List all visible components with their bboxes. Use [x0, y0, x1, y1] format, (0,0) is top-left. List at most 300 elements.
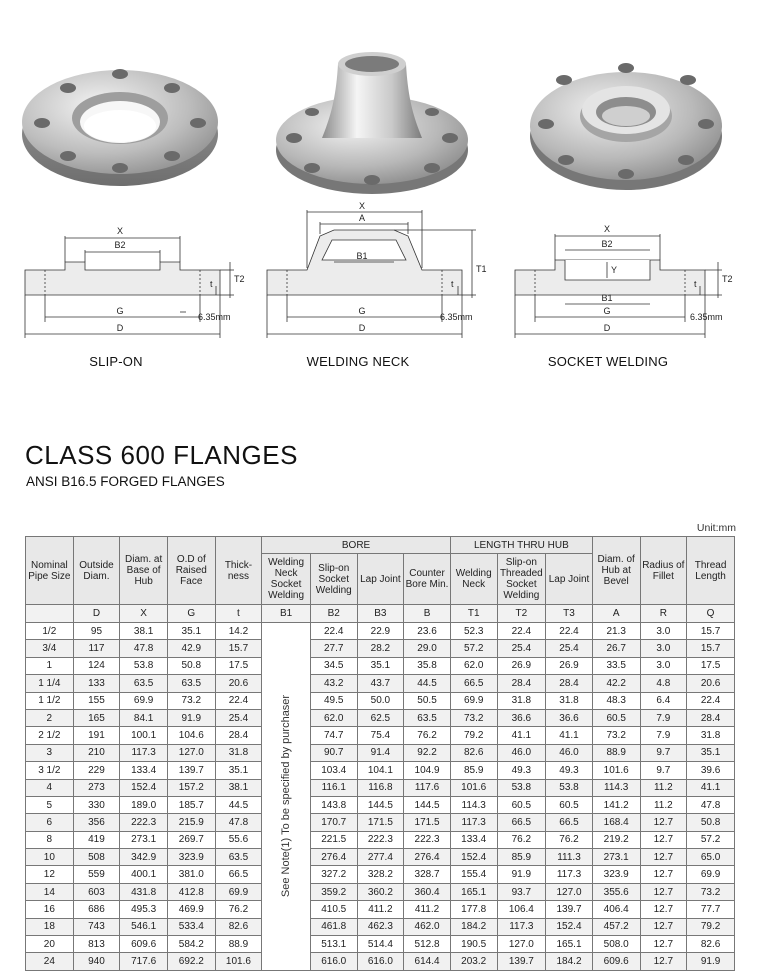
- table-cell: 53.8: [120, 657, 168, 674]
- table-cell: 117.3: [546, 866, 593, 883]
- table-cell: 75.4: [357, 727, 404, 744]
- table-row: [26, 849, 735, 866]
- header-length-lap-joint: Lap Joint: [546, 554, 593, 605]
- table-cell: 5: [26, 796, 74, 813]
- table-cell: 44.5: [215, 796, 262, 813]
- socket-welding-flange-photo: [526, 38, 726, 198]
- table-cell: 25.4: [497, 640, 546, 657]
- table-cell: 616.0: [357, 953, 404, 970]
- table-cell: 117.3: [120, 744, 168, 761]
- table-cell: 185.7: [167, 796, 215, 813]
- table-cell: 221.5: [310, 831, 357, 848]
- table-cell: 155: [73, 692, 120, 709]
- table-cell: 155.4: [450, 866, 497, 883]
- table-row: [26, 831, 735, 848]
- table-cell: 114.3: [592, 779, 640, 796]
- table-cell: 15.7: [215, 640, 262, 657]
- table-cell: 533.4: [167, 918, 215, 935]
- table-cell: 229: [73, 762, 120, 779]
- table-cell: 73.2: [167, 692, 215, 709]
- table-cell: 41.1: [546, 727, 593, 744]
- table-cell: 117: [73, 640, 120, 657]
- table-cell: 411.2: [404, 901, 451, 918]
- table-cell: 203.2: [450, 953, 497, 970]
- table-cell: 327.2: [310, 866, 357, 883]
- table-cell: 222.3: [404, 831, 451, 848]
- dim-b1-label: B1: [601, 293, 613, 303]
- table-cell: 152.4: [546, 918, 593, 935]
- table-cell: 35.1: [687, 744, 735, 761]
- table-cell: 360.2: [357, 883, 404, 900]
- table-cell: 461.8: [310, 918, 357, 935]
- table-row: [26, 918, 735, 935]
- table-cell: 603: [73, 883, 120, 900]
- table-cell: 323.9: [167, 849, 215, 866]
- table-cell: 323.9: [592, 866, 640, 883]
- dim-x-label: X: [358, 201, 366, 211]
- table-cell: 36.6: [546, 709, 593, 726]
- table-cell: 55.6: [215, 831, 262, 848]
- table-cell: 90.7: [310, 744, 357, 761]
- table-cell: 22.4: [215, 692, 262, 709]
- table-cell: 165.1: [546, 936, 593, 953]
- table-cell: 495.3: [120, 901, 168, 918]
- table-cell: 69.9: [687, 866, 735, 883]
- table-cell: 63.5: [120, 675, 168, 692]
- table-row: [26, 657, 735, 674]
- table-cell: 91.4: [357, 744, 404, 761]
- dim-d-label: D: [116, 323, 124, 333]
- dim-rf-label: 6.35mm: [440, 312, 473, 322]
- slip-on-drawing: [20, 200, 270, 350]
- header-fillet-radius: Radius of Fillet: [640, 537, 687, 605]
- table-cell: 82.6: [450, 744, 497, 761]
- dim-t-label: t: [694, 279, 697, 289]
- table-cell: 9.7: [640, 744, 687, 761]
- table-cell: 88.9: [215, 936, 262, 953]
- table-cell: 79.2: [687, 918, 735, 935]
- dim-rf-label: 6.35mm: [198, 312, 231, 322]
- dim-x-label: X: [116, 226, 124, 236]
- table-cell: 28.4: [687, 709, 735, 726]
- caption-welding-neck: WELDING NECK: [306, 354, 410, 369]
- table-cell: 222.3: [120, 814, 168, 831]
- table-cell: 77.7: [687, 901, 735, 918]
- table-cell: 273.1: [592, 849, 640, 866]
- dim-rf-label: 6.35mm: [690, 312, 723, 322]
- table-cell: 66.5: [450, 675, 497, 692]
- table-cell: 35.1: [357, 657, 404, 674]
- table-cell: 69.9: [450, 692, 497, 709]
- table-cell: 133.4: [120, 762, 168, 779]
- table-cell: 22.4: [687, 692, 735, 709]
- table-cell: 7.9: [640, 709, 687, 726]
- table-cell: 117.3: [450, 814, 497, 831]
- header-hub-base-diam: Diam. at Base of Hub: [120, 537, 168, 605]
- table-cell: 50.8: [687, 814, 735, 831]
- table-row: [26, 692, 735, 709]
- welding-neck-flange-photo: [272, 38, 472, 198]
- table-cell: 219.2: [592, 831, 640, 848]
- table-cell: 9.7: [640, 762, 687, 779]
- table-cell: 3.0: [640, 623, 687, 640]
- table-cell: 73.2: [687, 883, 735, 900]
- table-row: [26, 796, 735, 813]
- dim-y-label: Y: [611, 265, 618, 275]
- table-cell: 273.1: [120, 831, 168, 848]
- table-cell: 546.1: [120, 918, 168, 935]
- table-row: [26, 866, 735, 883]
- table-cell: 410.5: [310, 901, 357, 918]
- table-cell: 12.7: [640, 953, 687, 970]
- table-row: [26, 814, 735, 831]
- table-cell: 222.3: [357, 831, 404, 848]
- table-cell: 1: [26, 657, 74, 674]
- table-row: [26, 675, 735, 692]
- flange-spec-table: [25, 536, 735, 971]
- bore-b1-note: [262, 623, 311, 971]
- table-cell: 101.6: [592, 762, 640, 779]
- table-cell: 101.6: [450, 779, 497, 796]
- table-cell: 269.7: [167, 831, 215, 848]
- table-cell: 41.1: [497, 727, 546, 744]
- table-cell: 69.9: [120, 692, 168, 709]
- table-cell: 328.7: [404, 866, 451, 883]
- table-cell: 692.2: [167, 953, 215, 970]
- symbol-cell: T1: [450, 605, 497, 623]
- table-cell: 35.8: [404, 657, 451, 674]
- table-cell: 508.0: [592, 936, 640, 953]
- table-cell: 419: [73, 831, 120, 848]
- table-cell: 66.5: [497, 814, 546, 831]
- table-cell: 191: [73, 727, 120, 744]
- table-cell: 49.5: [310, 692, 357, 709]
- table-row: [26, 744, 735, 761]
- bore-b1-note-text: See Note(1) To be specified by purchaser: [280, 695, 293, 898]
- table-cell: 25.4: [215, 709, 262, 726]
- table-cell: 171.5: [357, 814, 404, 831]
- table-cell: 100.1: [120, 727, 168, 744]
- symbol-cell: t: [215, 605, 262, 623]
- table-cell: 210: [73, 744, 120, 761]
- table-cell: 457.2: [592, 918, 640, 935]
- table-cell: 686: [73, 901, 120, 918]
- header-group-bore: BORE: [262, 537, 451, 554]
- table-cell: 215.9: [167, 814, 215, 831]
- table-row: [26, 727, 735, 744]
- table-cell: 469.9: [167, 901, 215, 918]
- table-cell: 22.4: [497, 623, 546, 640]
- table-cell: 63.5: [215, 849, 262, 866]
- table-cell: 3.0: [640, 657, 687, 674]
- table-cell: 12.7: [640, 936, 687, 953]
- table-cell: 139.7: [167, 762, 215, 779]
- dim-d-label: D: [358, 323, 366, 333]
- table-cell: 3.0: [640, 640, 687, 657]
- table-cell: 4.8: [640, 675, 687, 692]
- table-cell: 940: [73, 953, 120, 970]
- header-group-length: LENGTH THRU HUB: [450, 537, 592, 554]
- dim-t-label: t: [451, 279, 454, 289]
- symbol-cell: X: [120, 605, 168, 623]
- table-cell: 144.5: [357, 796, 404, 813]
- table-cell: 184.2: [450, 918, 497, 935]
- table-cell: 76.2: [546, 831, 593, 848]
- table-cell: 6: [26, 814, 74, 831]
- table-cell: 11.2: [640, 796, 687, 813]
- table-cell: 62.5: [357, 709, 404, 726]
- table-cell: 82.6: [687, 936, 735, 953]
- table-cell: 359.2: [310, 883, 357, 900]
- header-thickness: Thick- ness: [215, 537, 262, 605]
- symbol-cell: G: [167, 605, 215, 623]
- table-cell: 127.0: [546, 883, 593, 900]
- table-cell: 24: [26, 953, 74, 970]
- table-cell: 152.4: [120, 779, 168, 796]
- symbol-cell: B1: [262, 605, 311, 623]
- table-cell: 44.5: [404, 675, 451, 692]
- table-cell: 22.9: [357, 623, 404, 640]
- table-cell: 39.6: [687, 762, 735, 779]
- table-cell: 356: [73, 814, 120, 831]
- table-cell: 7.9: [640, 727, 687, 744]
- dim-x-label: X: [603, 224, 611, 234]
- table-cell: 88.9: [592, 744, 640, 761]
- table-cell: 106.4: [497, 901, 546, 918]
- table-row: [26, 953, 735, 970]
- table-cell: 31.8: [497, 692, 546, 709]
- table-cell: 12.7: [640, 918, 687, 935]
- table-cell: 36.6: [497, 709, 546, 726]
- table-cell: 2: [26, 709, 74, 726]
- table-cell: 57.2: [687, 831, 735, 848]
- table-cell: 462.3: [357, 918, 404, 935]
- dim-g-label: G: [358, 306, 366, 316]
- table-cell: 133.4: [450, 831, 497, 848]
- table-cell: 813: [73, 936, 120, 953]
- dim-g-label: G: [603, 306, 611, 316]
- table-cell: 3: [26, 744, 74, 761]
- table-row: [26, 623, 735, 640]
- table-cell: 1 1/2: [26, 692, 74, 709]
- table-cell: 330: [73, 796, 120, 813]
- table-cell: 95: [73, 623, 120, 640]
- symbol-cell: T3: [546, 605, 593, 623]
- header-thread-length: Thread Length: [687, 537, 735, 605]
- dim-t2-label: T2: [722, 274, 733, 284]
- table-cell: 15.7: [687, 623, 735, 640]
- table-cell: 91.9: [497, 866, 546, 883]
- table-cell: 33.5: [592, 657, 640, 674]
- table-cell: 60.5: [497, 796, 546, 813]
- table-body: [26, 623, 735, 971]
- table-cell: 12.7: [640, 883, 687, 900]
- table-cell: 82.6: [215, 918, 262, 935]
- table-cell: 104.9: [404, 762, 451, 779]
- table-cell: 412.8: [167, 883, 215, 900]
- table-cell: 8: [26, 831, 74, 848]
- table-cell: 116.8: [357, 779, 404, 796]
- table-cell: 91.9: [687, 953, 735, 970]
- symbol-cell: B3: [357, 605, 404, 623]
- table-row: [26, 762, 735, 779]
- table-cell: 79.2: [450, 727, 497, 744]
- table-cell: 34.5: [310, 657, 357, 674]
- caption-socket-welding: SOCKET WELDING: [547, 354, 669, 369]
- table-cell: 47.8: [215, 814, 262, 831]
- table-cell: 165.1: [450, 883, 497, 900]
- table-cell: 6.4: [640, 692, 687, 709]
- dim-d-label: D: [603, 323, 611, 333]
- table-cell: 190.5: [450, 936, 497, 953]
- header-bore-lap-joint: Lap Joint: [357, 554, 404, 605]
- table-cell: 3/4: [26, 640, 74, 657]
- table-cell: 35.1: [215, 762, 262, 779]
- table-cell: 18: [26, 918, 74, 935]
- table-cell: 584.2: [167, 936, 215, 953]
- table-cell: 22.4: [310, 623, 357, 640]
- table-cell: 1 1/4: [26, 675, 74, 692]
- table-cell: 43.2: [310, 675, 357, 692]
- table-cell: 406.4: [592, 901, 640, 918]
- table-cell: 609.6: [120, 936, 168, 953]
- table-cell: 17.5: [215, 657, 262, 674]
- table-cell: 133: [73, 675, 120, 692]
- table-cell: 76.2: [497, 831, 546, 848]
- table-cell: 62.0: [450, 657, 497, 674]
- table-cell: 26.7: [592, 640, 640, 657]
- table-cell: 143.8: [310, 796, 357, 813]
- table-cell: 104.6: [167, 727, 215, 744]
- table-cell: 277.4: [357, 849, 404, 866]
- table-cell: 400.1: [120, 866, 168, 883]
- table-cell: 28.2: [357, 640, 404, 657]
- table-row: [26, 883, 735, 900]
- symbol-cell: R: [640, 605, 687, 623]
- table-cell: 614.4: [404, 953, 451, 970]
- table-cell: 52.3: [450, 623, 497, 640]
- table-cell: 116.1: [310, 779, 357, 796]
- table-cell: 63.5: [404, 709, 451, 726]
- symbol-cell: [26, 605, 74, 623]
- table-cell: 35.1: [167, 623, 215, 640]
- table-cell: 12.7: [640, 866, 687, 883]
- table-cell: 144.5: [404, 796, 451, 813]
- table-cell: 513.1: [310, 936, 357, 953]
- table-cell: 273: [73, 779, 120, 796]
- table-cell: 139.7: [546, 901, 593, 918]
- header-bore-counter: Counter Bore Min.: [404, 554, 451, 605]
- table-cell: 508: [73, 849, 120, 866]
- table-cell: 12: [26, 866, 74, 883]
- table-cell: 559: [73, 866, 120, 883]
- table-cell: 28.4: [215, 727, 262, 744]
- table-cell: 65.0: [687, 849, 735, 866]
- table-cell: 12.7: [640, 901, 687, 918]
- table-cell: 20.6: [687, 675, 735, 692]
- table-row: [26, 901, 735, 918]
- table-cell: 360.4: [404, 883, 451, 900]
- table-cell: 41.1: [687, 779, 735, 796]
- table-cell: 165: [73, 709, 120, 726]
- table-cell: 14.2: [215, 623, 262, 640]
- unit-label: Unit:mm: [696, 522, 736, 534]
- page-title: CLASS 600 FLANGES: [25, 440, 298, 470]
- table-cell: 27.7: [310, 640, 357, 657]
- table-cell: 157.2: [167, 779, 215, 796]
- table-cell: 16: [26, 901, 74, 918]
- table-cell: 4: [26, 779, 74, 796]
- table-cell: 26.9: [546, 657, 593, 674]
- header-raised-face-od: O.D of Raised Face: [167, 537, 215, 605]
- symbol-cell: T2: [497, 605, 546, 623]
- table-cell: 609.6: [592, 953, 640, 970]
- table-cell: 85.9: [450, 762, 497, 779]
- table-cell: 28.4: [497, 675, 546, 692]
- table-cell: 170.7: [310, 814, 357, 831]
- table-cell: 85.9: [497, 849, 546, 866]
- table-cell: 57.2: [450, 640, 497, 657]
- dim-b2-label: B2: [601, 239, 613, 249]
- table-cell: 29.0: [404, 640, 451, 657]
- table-cell: 92.2: [404, 744, 451, 761]
- table-cell: 46.0: [497, 744, 546, 761]
- table-cell: 717.6: [120, 953, 168, 970]
- table-cell: 462.0: [404, 918, 451, 935]
- table-cell: 15.7: [687, 640, 735, 657]
- table-cell: 139.7: [497, 953, 546, 970]
- table-cell: 12.7: [640, 849, 687, 866]
- table-cell: 50.5: [404, 692, 451, 709]
- table-cell: 74.7: [310, 727, 357, 744]
- table-row: [26, 640, 735, 657]
- table-cell: 47.8: [120, 640, 168, 657]
- table-cell: 12.7: [640, 814, 687, 831]
- table-cell: 38.1: [120, 623, 168, 640]
- table-cell: 1/2: [26, 623, 74, 640]
- table-cell: 53.8: [546, 779, 593, 796]
- table-cell: 184.2: [546, 953, 593, 970]
- table-cell: 355.6: [592, 883, 640, 900]
- table-row: [26, 936, 735, 953]
- table-cell: 46.0: [546, 744, 593, 761]
- header-hub-bevel-diam: Diam. of Hub at Bevel: [592, 537, 640, 605]
- header-length-welding-neck: Welding Neck: [450, 554, 497, 605]
- page-subtitle: ANSI B16.5 FORGED FLANGES: [26, 474, 225, 489]
- table-cell: 76.2: [404, 727, 451, 744]
- table-cell: 31.8: [215, 744, 262, 761]
- table-cell: 26.9: [497, 657, 546, 674]
- header-bore-welding-neck: Welding Neck Socket Welding: [262, 554, 311, 605]
- table-cell: 21.3: [592, 623, 640, 640]
- table-cell: 43.7: [357, 675, 404, 692]
- welding-neck-drawing: [262, 200, 512, 350]
- table-cell: 93.7: [497, 883, 546, 900]
- table-cell: 11.2: [640, 779, 687, 796]
- table-cell: 127.0: [167, 744, 215, 761]
- table-cell: 276.4: [404, 849, 451, 866]
- table-cell: 114.3: [450, 796, 497, 813]
- table-cell: 20.6: [215, 675, 262, 692]
- table-cell: 91.9: [167, 709, 215, 726]
- table-cell: 60.5: [546, 796, 593, 813]
- table-cell: 2 1/2: [26, 727, 74, 744]
- table-cell: 73.2: [592, 727, 640, 744]
- table-cell: 66.5: [546, 814, 593, 831]
- dim-t-label: t: [210, 279, 213, 289]
- caption-slip-on: SLIP-ON: [89, 354, 143, 369]
- table-cell: 63.5: [167, 675, 215, 692]
